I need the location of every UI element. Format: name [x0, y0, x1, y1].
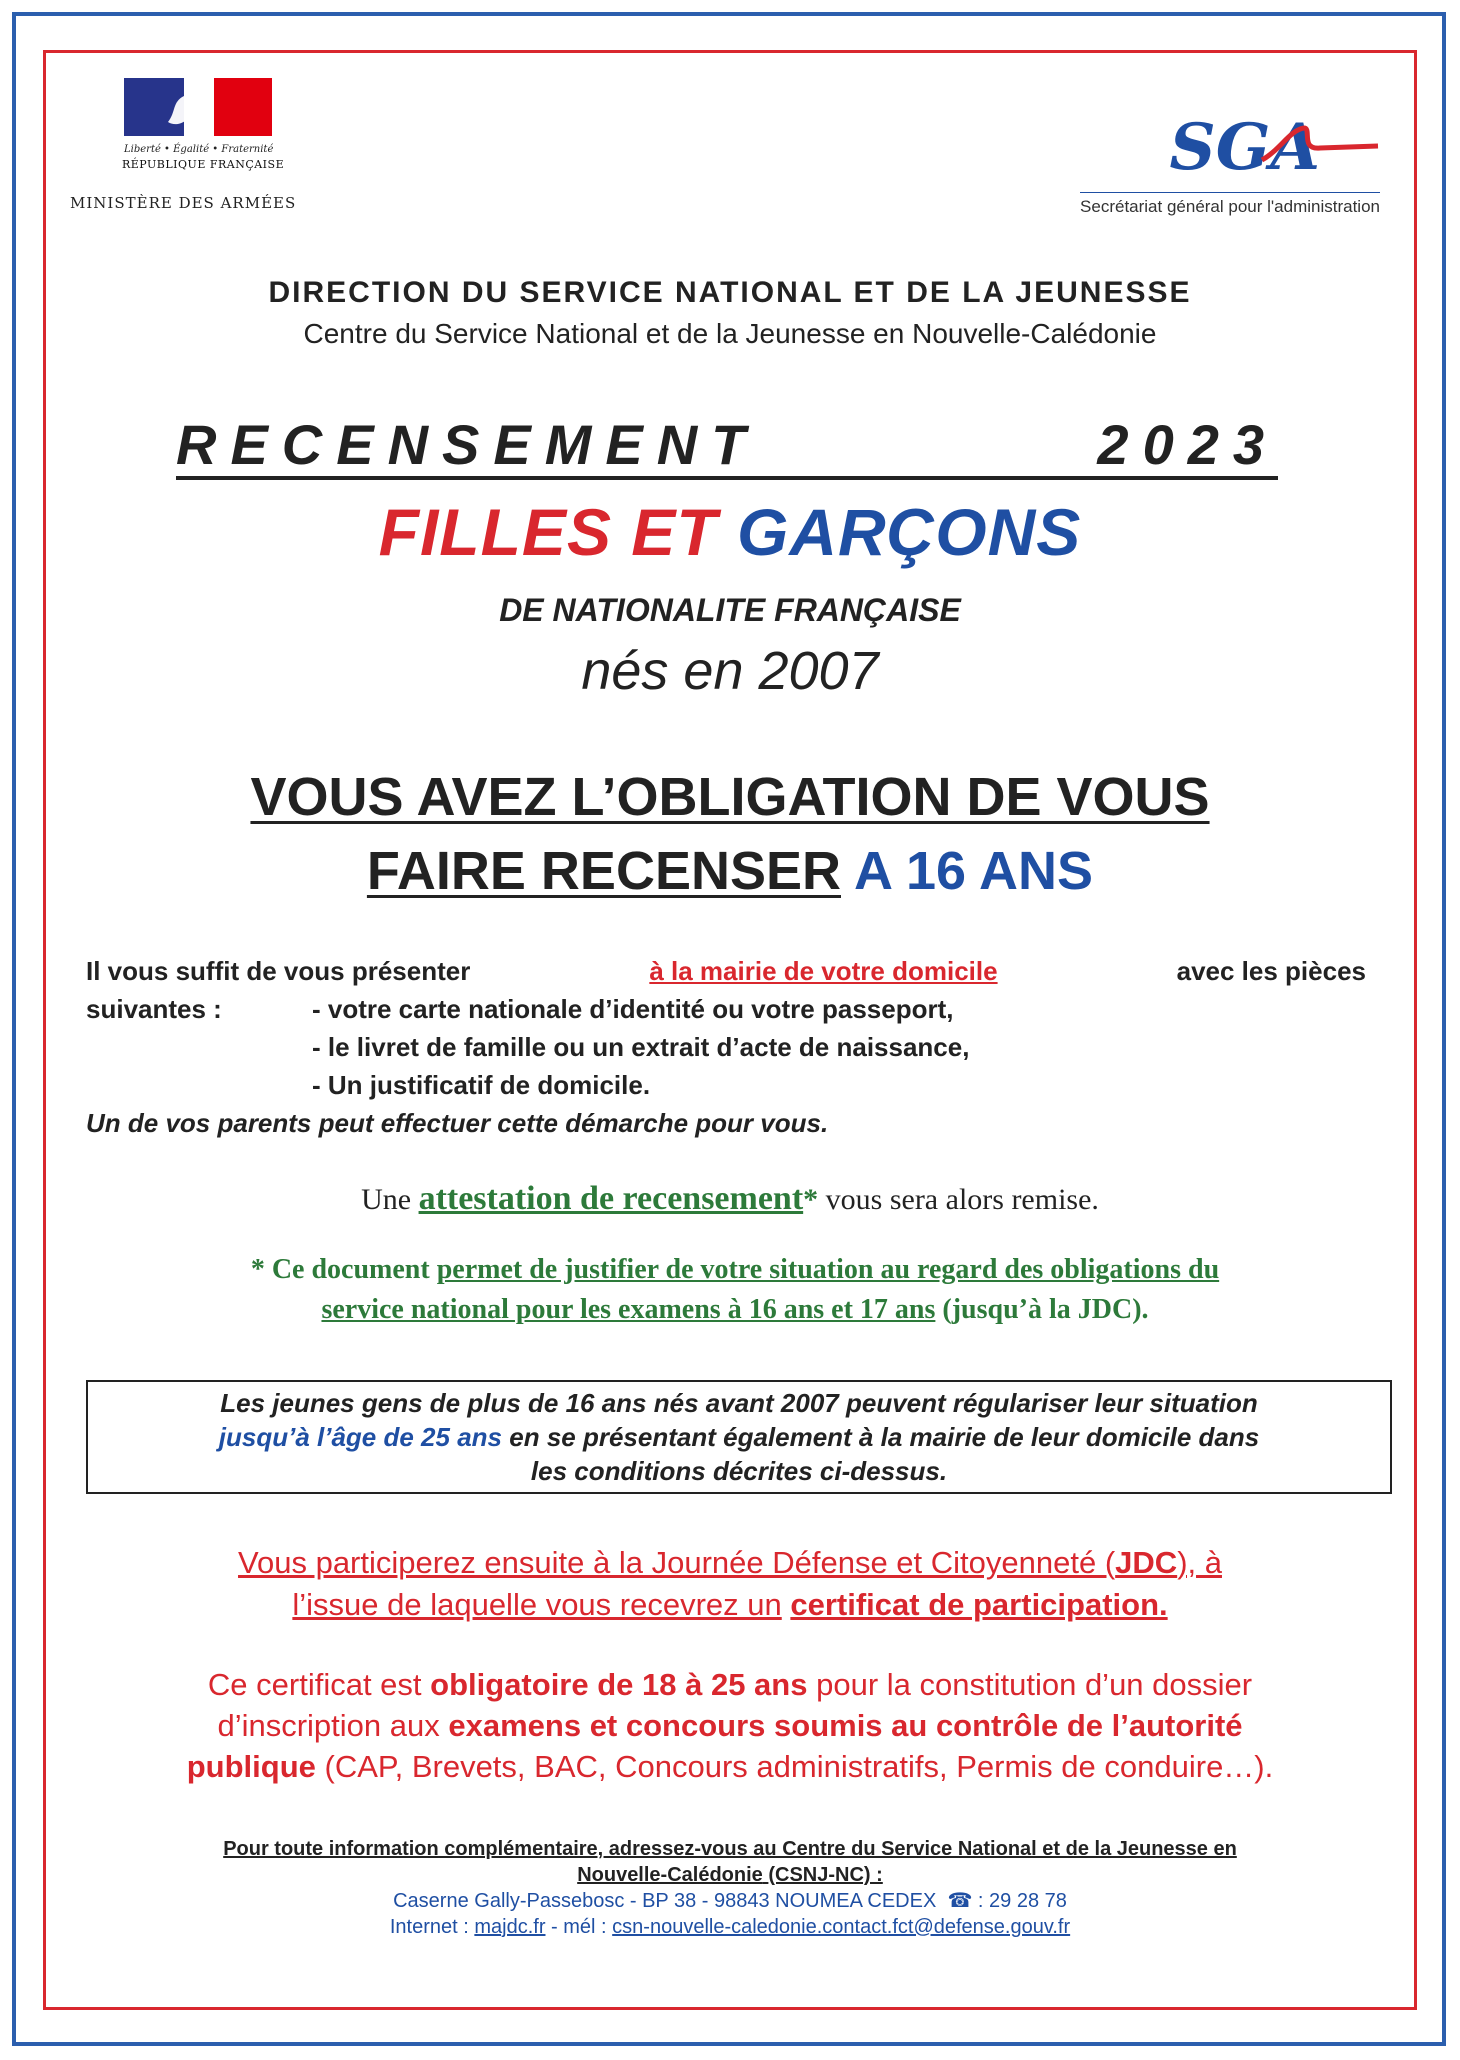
- sga-wordmark: SGA: [1169, 110, 1320, 185]
- parents-note: Un de vos parents peut effectuer cette démarche pour vous.: [86, 1108, 829, 1138]
- direction-title: DIRECTION DU SERVICE NATIONAL ET DE LA JEUNESSE: [268, 276, 1192, 309]
- phone-number: : 29 28 78: [977, 1890, 1067, 1912]
- mairie-domicile: à la mairie de votre domicile: [649, 956, 998, 986]
- marianne-flag-icon: [118, 78, 274, 136]
- republique-francaise-label: RÉPUBLIQUE FRANÇAISE: [122, 158, 285, 171]
- jdc-paragraph: Vous participerez ensuite à la Journée Défense et Citoyenneté (JDC), à l’issue de laquelle vous recevrez un certificat de participation.: [238, 1545, 1222, 1622]
- site-link[interactable]: majdc.fr: [474, 1916, 546, 1938]
- nationalite-label: DE NATIONALITE FRANÇAISE: [499, 592, 961, 628]
- sga-subtitle: Secrétariat général pour l'administration: [1080, 192, 1380, 217]
- recensement-word: RECENSEMENT: [176, 413, 760, 476]
- ministere-label: MINISTÈRE DES ARMÉES: [70, 194, 297, 212]
- age-25-highlight: jusqu’à l’âge de 25 ans: [218, 1422, 503, 1452]
- sga-logo: [1060, 108, 1380, 217]
- phone-icon: ☎: [947, 1890, 973, 1912]
- attestation-line: Une attestation de recensement* vous sera alors remise.: [361, 1180, 1099, 1217]
- contact-heading: Pour toute information complémentaire, adressez-vous au Centre du Service National et de la Jeunesse en: [223, 1838, 1237, 1860]
- age-16: A 16 ANS: [854, 841, 1094, 901]
- piece-item-3: - Un justificatif de domicile.: [312, 1070, 651, 1100]
- recensement-year: 2023: [1097, 413, 1278, 476]
- filles-garcons-heading: [0, 494, 1460, 570]
- recensement-heading: [176, 414, 1278, 480]
- document-note: * Ce document permet de justifier de votre situation au regard des obligations du service national pour les examens à 16 ans et 17 ans (jusqu’à la JDC).: [250, 1254, 1220, 1325]
- garcons-label: GARÇONS: [736, 495, 1082, 569]
- piece-item-2: - le livret de famille ou un extrait d’acte de naissance,: [312, 1032, 970, 1062]
- centre-subtitle: Centre du Service National et de la Jeunesse en Nouvelle-Calédonie: [303, 318, 1157, 349]
- contact-block: Pour toute information complémentaire, adressez-vous au Centre du Service National et de la Jeunesse en Nouvelle-Calédonie (CSNJ-NC) : Caserne Gally-Passebosc - BP 38 - 98843 NOUMEA CEDEX ☎ : 29 28 78 Internet : majdc.fr - mél : csn-nouvelle-caledonie.contact.fct@defense.gouv.fr: [0, 1836, 1460, 1940]
- obligation-line-1: VOUS AVEZ L’OBLIGATION DE VOUS: [250, 767, 1210, 827]
- filles-label: FILLES ET: [378, 495, 718, 569]
- certificat-participation: certificat de participation.: [790, 1587, 1168, 1622]
- contact-internet: Internet : majdc.fr - mél : csn-nouvelle-caledonie.contact.fct@defense.gouv.fr: [389, 1916, 1071, 1938]
- regularisation-box: Les jeunes gens de plus de 16 ans nés avant 2007 peuvent régulariser leur situation jusqu’à l’âge de 25 ans en se présentant également à la mairie de leur domicile dans les conditions décrites ci-dessus.: [86, 1380, 1392, 1494]
- attestation-highlight: attestation de recensement: [418, 1180, 804, 1217]
- contact-address: Caserne Gally-Passebosc - BP 38 - 98843 NOUMEA CEDEX ☎ : 29 28 78: [393, 1890, 1067, 1912]
- certificat-paragraph: Ce certificat est obligatoire de 18 à 25 ans pour la constitution d’un dossier d’inscription aux examens et concours soumis au contrôle de l’autorité publique (CAP, Brevets, BAC, Concours administratifs, Permis de conduire…).: [186, 1667, 1274, 1784]
- pieces-paragraph-line1: Il vous suffit de vous présenter à la mairie de votre domicile avec les pièces: [86, 956, 1366, 986]
- republique-francaise-logo: [118, 78, 285, 171]
- pieces-list-first: suivantes : - votre carte nationale d’identité ou votre passeport,: [86, 994, 954, 1024]
- devise: Liberté • Égalité • Fraternité: [124, 144, 274, 155]
- nes-en-label: nés en 2007: [581, 641, 879, 701]
- sga-swoosh-icon: [1260, 120, 1380, 170]
- email-link[interactable]: csn-nouvelle-caledonie.contact.fct@defense.gouv.fr: [612, 1916, 1071, 1938]
- faire-recenser: FAIRE RECENSER: [366, 841, 841, 901]
- obligation-line-2: [0, 840, 1460, 902]
